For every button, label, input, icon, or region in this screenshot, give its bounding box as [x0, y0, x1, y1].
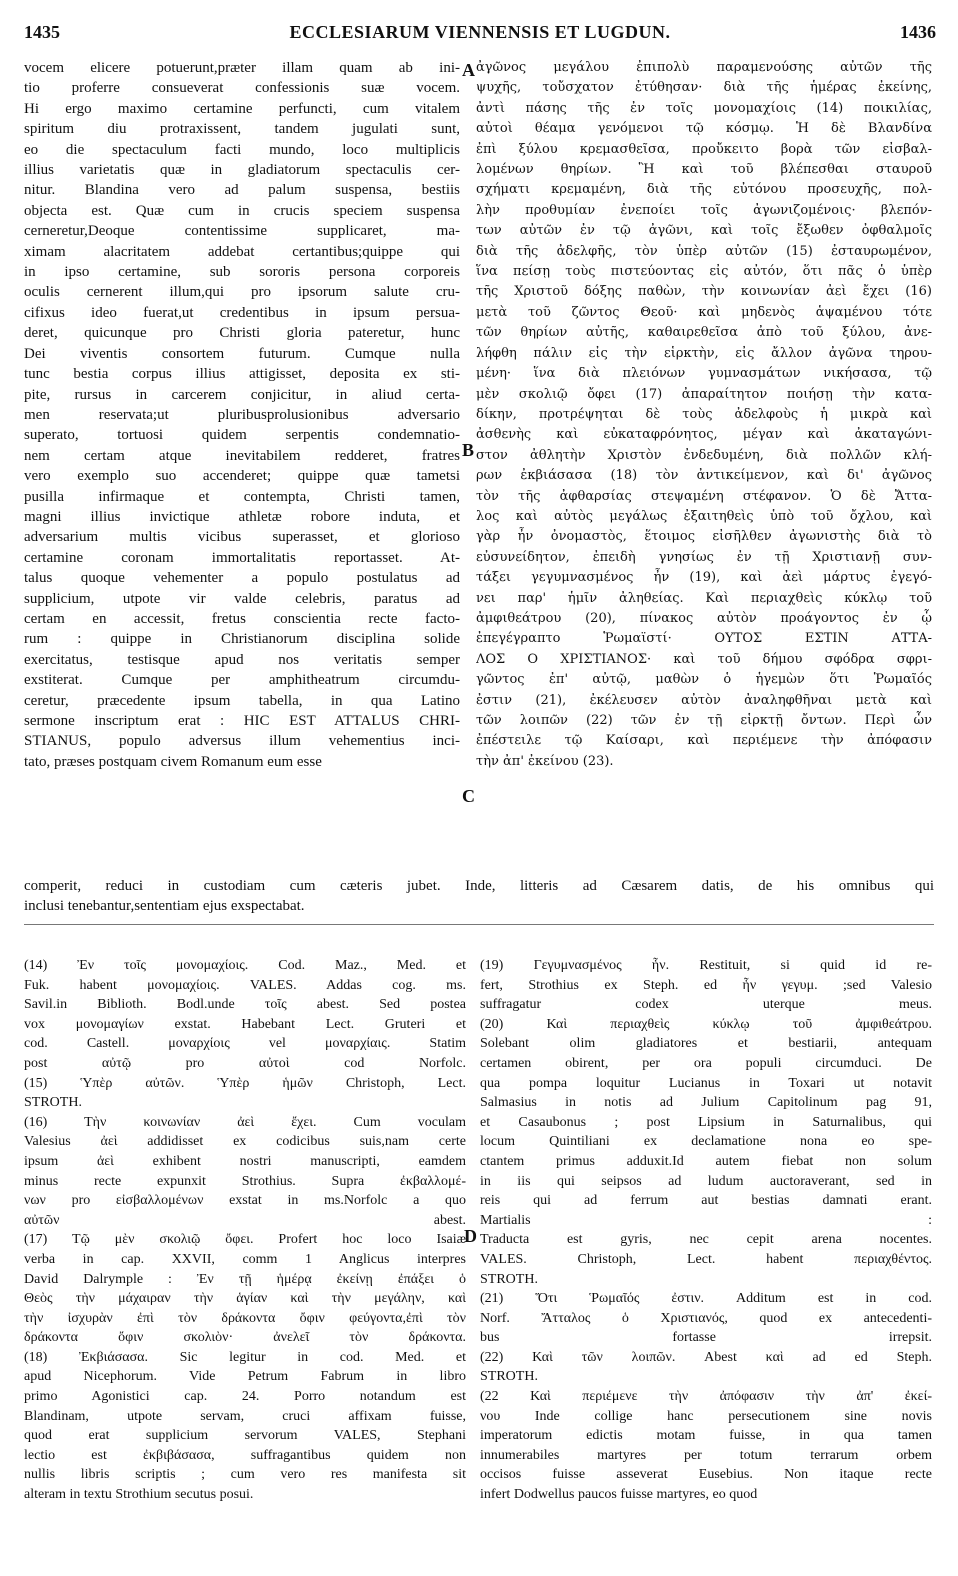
footnote-line: minus recte expunxit Strothius. Supra ἐκβαλλομέ-	[24, 1173, 466, 1189]
greek-text-line: στον ἀθλητὴν Χριστὸν ἐνδεδυμένη, διὰ πολλῶν κλή-	[476, 447, 932, 463]
footnote-line: Norf. Ἄτταλος ὁ Χριστιανός, quod ex antecedenti-	[480, 1310, 932, 1326]
footnote-line: occisos fuisse asseverat Eusebius. Non itaque recte	[480, 1467, 932, 1483]
footnote-line: (20) Καὶ περιαχθεὶς κύκλῳ τοῦ ἀμφιθεάτρου.	[480, 1016, 932, 1032]
greek-text-line: ρων ἐκβιάσασα (18) τὸν ἀντικείμενον, καὶ δι' ἀγῶνος	[476, 468, 932, 484]
section-marker-a: A	[462, 60, 475, 80]
greek-text-line: μὲν σκολιῷ ὄφει (17) ἀπαραίτητον ποιήσῃ τὴν κατα-	[476, 386, 932, 402]
footnote-line: (15) Ὑπὲρ αὐτῶν. Ὑπὲρ ἡμῶν Christoph, Lect.	[24, 1075, 466, 1091]
footnote-line: (18) Ἐκβιάσασα. Sic legitur in cod. Med. et	[24, 1349, 466, 1365]
section-marker-d: D	[464, 1226, 477, 1246]
latin-text-line: Dei viventis consortem futurum. Cumque nulla	[24, 345, 460, 362]
latin-text-line: certamine coronam immortalitatis reportasset. At-	[24, 549, 460, 566]
greek-text-line: τὴν ἀπ' ἐκείνου (23).	[476, 753, 614, 769]
latin-text-line: tio proferre consueverat confessionis suæ vocem.	[24, 80, 460, 97]
footnote-line: locum Quintiliani ex declamatione nona eo spe-	[480, 1134, 932, 1150]
latin-text-line: objecta est. Quæ cum in crucis speciem suspensa	[24, 202, 460, 219]
footnote-line: (22 Καὶ περιέμενε τὴν ἀπόφασιν τὴν ἀπ' ἐκεί-	[480, 1389, 932, 1405]
footnote-divider	[24, 924, 934, 925]
footnote-line: vox μονομαγίων exstat. Habebant Lect. Gruteri et	[24, 1016, 466, 1032]
latin-text-line: vocem elicere potuerunt,præter illam quam ab ini-	[24, 60, 460, 76]
footnote-line: τὴν ἰσχυρὰν ἐπὶ τὸν δράκοντα ὄφιν φεύγοντα,ἐπὶ τὸν	[24, 1310, 466, 1326]
latin-text-line: cifixus ideo fuerat,ut credentibus in ipsum persua-	[24, 304, 460, 321]
footnote-line: Traducta est gyris, nec cepit arena nocentes.	[480, 1232, 932, 1248]
footnote-line: (21) Ὅτι Ῥωμαῖός ἐστιν. Additum est in cod.	[480, 1291, 932, 1307]
greek-text-line: τὸν τῆς ἀφθαρσίας στεψαμένη στέφανον. Ὁ δὲ Ἄττα-	[476, 488, 932, 504]
latin-text-line: rum : quippe in Christianorum disciplina solide	[24, 631, 460, 648]
latin-text-line: in ipso certamine, sub sororis persona corporeis	[24, 264, 460, 281]
footnote-line: νου Inde collige hanc persecutionem sine novis	[480, 1408, 932, 1424]
greek-text-line: νει παρ' ἡμῖν ἀληθείας. Καὶ περιαχθεὶς κύκλῳ τοῦ	[476, 590, 932, 606]
footnote-line: (17) Τῷ μὲν σκολιῷ ὄφει. Profert hoc loco Isaiæ	[24, 1232, 466, 1248]
latin-text-line: eo die spectaculum facti mundo, loco multiplicis	[24, 141, 460, 158]
footnote-line: cod. Castell. μοναρχίοις vel μοναρχίαις. Statim	[24, 1036, 466, 1052]
greek-text-line: μένη· ἵνα διὰ πλειόνων γυμνασμάτων νικήσασα, τῷ	[476, 366, 932, 382]
page-header	[24, 22, 936, 50]
latin-text-line: illius varietatis quæ in gladiatorum spectaculis cer-	[24, 162, 460, 179]
greek-text-line: λομένων θηρίων. Ἣ καὶ τοῦ βλέπεσθαι σταυροῦ	[476, 162, 932, 178]
latin-text-column	[24, 58, 460, 878]
footnote-line: (19) Γεγυμνασμένος ἦν. Restituit, si quid id re-	[480, 958, 932, 973]
footnote-line: δράκοντα ὄφιν σκολιὸν· ἀνελεῖ τὸν δράκοντα.	[24, 1330, 466, 1346]
latin-text-line: superato, tortuosi quidem serpentis condemnatio-	[24, 427, 460, 444]
section-marker-b: B	[462, 440, 475, 460]
footnote-line: reis qui ad ferrum aut bestias damnati erant.	[480, 1193, 932, 1209]
continuation-text	[24, 876, 934, 917]
greek-text-line: ἀντὶ πάσης τῆς ἐν τοῖς μονομαχίοις (14) ποικιλίας,	[476, 100, 932, 116]
latin-text-line: sermone inscriptum erat : HIC EST ATTALUS CHRI-	[24, 713, 460, 729]
footnote-line: ipsum ἀεὶ exhibent nostri manuscripti, eamdem	[24, 1153, 466, 1169]
greek-text-line: ἀγῶνος μεγάλου ἐπιπολὺ παραμενούσης αὐτῶν τῆς	[476, 60, 932, 75]
footnote-line: STROTH.	[24, 1095, 82, 1111]
footnote-line: imperatorum edictis motam fuisse, in qua tamen	[480, 1428, 932, 1444]
footnote-line: verba in cap. XXVII, comm 1 Anglicus interpres	[24, 1251, 466, 1267]
page-number-left: 1435	[24, 22, 60, 42]
greek-text-line: αὐτοὶ θέαμα γενόμενοι τῷ κόσμῳ. Ἡ δὲ Βλανδίνα	[476, 121, 932, 137]
greek-text-line: ἐστιν (21), ἐκέλευσεν αὐτὸν ἀναληφθῆναι μετὰ καὶ	[476, 692, 932, 708]
footnote-line: Valesius ἀεὶ addidisset ex codicibus suis,nam certe	[24, 1134, 466, 1150]
greek-text-line: ἐπέστειλε τῷ Καίσαρι, καὶ περιέμενε τὴν ἀπόφασιν	[476, 733, 932, 749]
footnote-line: αὐτῶν abest.	[24, 1212, 466, 1228]
latin-text-line: exercitatus, testisque apud nos veritatis semper	[24, 651, 460, 668]
latin-text-line: pite, rursus in carcerem conjicitur, in aliud certa-	[24, 386, 460, 403]
footnote-line: suffragatur codex uterque meus.	[480, 997, 932, 1013]
footnote-line: νων pro εἰσβαλλομένων exstat in ms.Norfolc a quo	[24, 1193, 466, 1209]
greek-text-line: τῶν λοιπῶν (22) τῶν ἐν τῇ εἱρκτῇ ὄντων. Περὶ ὧν	[476, 713, 932, 728]
greek-text-line: ἀμφιθεάτρου (20), πίνακος αὐτὸν προάγοντος ἐν ᾧ	[476, 610, 932, 626]
footnote-line: David Dalrymple : Ἐν τῇ ἡμέρᾳ ἐκείνῃ ἐπάξει ὁ	[24, 1271, 466, 1287]
footnote-line: nullis libris scriptis ; cum vero res manifesta sit	[24, 1467, 466, 1483]
latin-text-line: talus quoque vehementer a populo postulatus ad	[24, 570, 460, 587]
footnote-line: lectio est ἐκβιβάσασα, suffragantibus quidem non	[24, 1447, 466, 1463]
running-title: ECCLESIARUM VIENNENSIS ET LUGDUN.	[289, 22, 671, 42]
latin-text-line: adversarium multis vicibus superasset, et glorioso	[24, 529, 460, 546]
latin-text-line: certam en accessit, fretus conscientia recte facto-	[24, 610, 460, 627]
section-marker-c: C	[462, 786, 475, 806]
footnote-line: primo Agonistici cap. 24. Porro notandum est	[24, 1389, 466, 1405]
greek-text-line: γὰρ ἦν ὀνομαστὸς, ἕτοιμος εἰσῆλθεν ἀγωνιστὴς διὰ τὸ	[476, 529, 932, 545]
footnote-line: STROTH.	[480, 1271, 538, 1287]
latin-text-line: nem certam atque inevitabilem redderet, fratres	[24, 447, 460, 464]
continuation-line: inclusi tenebantur,sententiam ejus exspectabat.	[24, 898, 305, 915]
latin-text-line: cerneretur,Deoque contentissime supplicaret, ma-	[24, 223, 460, 240]
latin-text-line: exstiterat. Cumque per amphitheatrum circumdu-	[24, 672, 460, 689]
footnote-line: Salmasius in notis ad Julium Capitolinum pag 91,	[480, 1095, 932, 1111]
greek-text-line: λὴν προθυμίαν ἐνεποίει τοῖς ἀγωνιζομένοις· βλεπόν-	[476, 202, 932, 218]
footnote-line: STROTH.	[480, 1369, 538, 1385]
footnote-line: (14) Ἐν τοῖς μονομαχίοις. Cod. Maz., Med. et	[24, 958, 466, 973]
greek-text-line: γῶντος ἐπ' αὐτῷ, μαθὼν ὁ ἡγεμὼν ὅτι Ῥωμαῖός	[476, 672, 932, 688]
latin-text-line: tato, præses postquam civem Romanum eum esse	[24, 753, 322, 770]
latin-text-line: spiritum diu protraxissent, tandem jugulati sunt,	[24, 121, 460, 138]
footnote-line: alteram in textu Strothium secutus posui.	[24, 1487, 254, 1503]
footnote-line: in iis qui seipsos ad ludum auctoraverant, sed in	[480, 1173, 932, 1189]
footnote-line: (16) Τὴν κοινωνίαν ἀεὶ ἔχει. Cum voculam	[24, 1114, 466, 1130]
latin-text-line: nitur. Blandina vero ad palum suspensa, bestiis	[24, 182, 460, 199]
greek-text-column	[476, 58, 932, 878]
latin-text-line: magni illius invictique athletæ robore induta, et	[24, 508, 460, 525]
greek-text-line: διὰ τῆς ἀδελφῆς, τὸν ὑπὲρ αὐτῶν (15) ἐσταυρωμένον,	[476, 243, 932, 259]
greek-text-line: δίκην, προτρέψηται δὲ τοὺς ἀδελφοὺς ἡ μικρὰ καὶ	[476, 406, 932, 422]
greek-text-line: τῆς Χριστοῦ δόξης παθὼν, τὴν κοινωνίαν ἀεὶ ἔχει (16)	[476, 284, 932, 300]
footnote-line: apud Nicephorum. Vide Petrum Fabrum in libro	[24, 1369, 466, 1385]
footnote-line: certamen obirent, per ora populi circumduci. De	[480, 1055, 932, 1071]
greek-text-line: λήφθη πάλιν εἰς τὴν εἱρκτὴν, εἰς ἄλλον ἀγῶνα τηρου-	[476, 345, 932, 361]
footnote-line: et Casaubonus ; post Lipsium in Saturnalibus, qui	[480, 1114, 932, 1130]
footnote-line: infert Dodwellus paucos fuisse martyres, eo quod	[480, 1487, 758, 1503]
greek-text-line: εὐσυνείδητον, ἐπειδὴ γνησίως ἐν τῇ Χριστιανῇ συν-	[476, 549, 932, 565]
footnote-line: bus fortasse irrepsit.	[480, 1330, 932, 1346]
latin-text-line: oculis cernerent illum,qui pro ipsorum salute cru-	[24, 284, 460, 301]
greek-text-line: τάξει γεγυμνασμένος ἦν (19), καὶ ἀεὶ μάρτυς ἐγεγό-	[476, 570, 932, 586]
footnote-line: quod erat supplicium servorum VALES, Stephani	[24, 1428, 466, 1444]
greek-text-line: τῶν θηρίων αὐτῆς, καθαιρεθεῖσα ἀπὸ τοῦ ξύλου, ἀνε-	[476, 325, 932, 341]
latin-text-line: ximam alacritatem addebat certantibus;quippe qui	[24, 243, 460, 260]
greek-text-line: των αὐτῶν ἐν τῷ ἀγῶνι, καὶ τοῖς ἔξωθεν ὀφθαλμοῖς	[476, 223, 932, 239]
footnote-line: VALES. Christoph, Lect. habent περιαχθέντος.	[480, 1251, 932, 1267]
greek-text-line: σχήματι κρεμαμένη, διὰ τῆς εὐτόνου προσευχῆς, πολ-	[476, 182, 932, 198]
footnotes-right-column	[480, 956, 932, 1566]
continuation-line: comperit, reduci in custodiam cum cæteris jubet. Inde, litteris ad Cæsarem datis, de his omnibus qui	[24, 878, 934, 894]
footnote-line: Blandinam, utpote servam, cruci affixam fuisse,	[24, 1408, 466, 1424]
latin-text-line: Hi ergo maximo certamine perfuncti, cum vitalem	[24, 100, 460, 117]
greek-text-line: ἐπὶ ξύλου κρεμασθεῖσα, προὔκειτο βορὰ τῶν εἰσβαλ-	[476, 141, 932, 157]
latin-text-line: supplicium, utpote vir valde celebris, paratus ad	[24, 590, 460, 607]
latin-text-line: vero exemplo suo accenderet; quippe quæ tametsi	[24, 468, 460, 485]
footnote-line: Martialis :	[480, 1212, 932, 1228]
footnote-line: Θεὸς τὴν μάχαιραν τὴν ἁγίαν καὶ τὴν μεγάλην, καὶ	[24, 1291, 466, 1307]
footnote-line: (22) Καὶ τῶν λοιπῶν. Abest καὶ ad ed Steph.	[480, 1349, 932, 1365]
footnote-line: Solebant olim gladiatores et bestiarii, antequam	[480, 1036, 932, 1052]
page-number-right: 1436	[900, 22, 936, 42]
latin-text-line: ceretur, præcedente ipsum tabella, in qua Latino	[24, 692, 460, 709]
greek-text-line: ἐπεγέγραπτο Ῥωμαϊστί· ΟΥΤΟΣ ΕΣΤΙΝ ΑΤΤΑ-	[476, 631, 932, 647]
latin-text-line: STIANUS, populo adversus illum vehementius inci-	[24, 733, 460, 750]
latin-text-line: deret, quicunque pro Christi gloria pateretur, hunc	[24, 325, 460, 342]
greek-text-line: λος καὶ αὐτὸς μεγάλως ἐξαιτηθεὶς ὑπὸ τοῦ ὄχλου, καὶ	[476, 508, 932, 524]
greek-text-line: ἀσθενὴς καὶ εὐκαταφρόνητος, μέγαν καὶ ἀκαταγώνι-	[476, 427, 932, 443]
footnote-line: innumerabiles martyres per totum terrarum orbem	[480, 1447, 932, 1463]
greek-text-line: ψυχῆς, τοὔσχατον ἐτύθησαν· διὰ τῆς ἡμέρας ἐκείνης,	[476, 80, 932, 96]
footnote-line: ctantem primus adduxit.Id autem fiebat non solum	[480, 1153, 932, 1169]
footnote-line: Fuk. habent μονομαχίοις. VALES. Addas cog. ms.	[24, 977, 466, 993]
footnote-line: qua pompa loquitur Lucianus in Toxari ut notavit	[480, 1075, 932, 1091]
latin-text-line: pusilla infirmaque et contempta, Christi tamen,	[24, 488, 460, 505]
latin-text-line: tunc bestia corpus illius attigisset, deposita ex sti-	[24, 366, 460, 383]
footnote-line: post αὐτῷ pro αὐτοὶ cod Norfolc.	[24, 1055, 466, 1071]
greek-text-line: ΛΟΣ Ο ΧΡΙΣΤΙΑΝΟΣ· καὶ τοῦ δήμου σφόδρα σφρι-	[476, 651, 932, 667]
footnote-line: fert, Strothius ex Steph. ed ἦν γεγυμ. ;sed Valesio	[480, 977, 932, 993]
greek-text-line: ἵνα πείσῃ τοὺς πιστεύοντας εἰς αὐτόν, ὅτι πᾶς ὁ ὑπὲρ	[476, 264, 932, 280]
latin-text-line: men reservata;ut pluribusprolusionibus adversario	[24, 406, 460, 423]
footnotes-left-column	[24, 956, 466, 1566]
greek-text-line: μετὰ τοῦ ζῶντος Θεοῦ· καὶ μηδενὸς ἁψαμένου τότε	[476, 304, 932, 320]
footnote-line: Savil.in Biblioth. Bodl.unde τοῖς abest. Sed postea	[24, 997, 466, 1013]
